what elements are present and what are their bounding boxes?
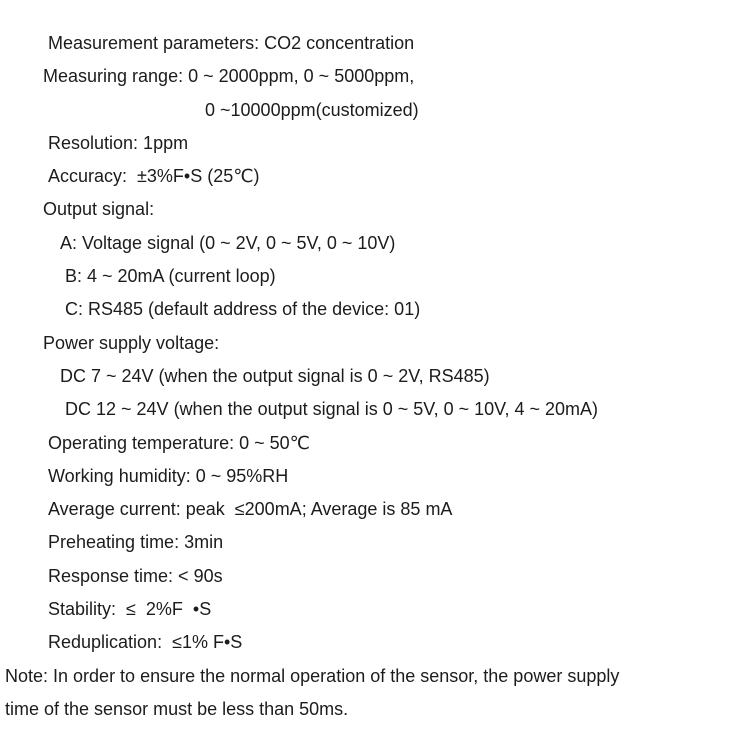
spec-power-dc12: DC 12 ~ 24V (when the output signal is 0 ~ 5V, 0 ~ 10V, 4 ~ 20mA) (65, 399, 599, 420)
spec-measuring-range: Measuring range: 0 ~ 2000ppm, 0 ~ 5000ppm, (43, 66, 415, 87)
spec-output-signal: Output signal: (43, 199, 155, 220)
spec-stability: Stability: ≤ 2%F •S (48, 599, 212, 620)
spec-response-time: Response time: < 90s (48, 565, 223, 586)
spec-measurement-parameters: Measurement parameters: CO2 concentration (48, 33, 415, 53)
spec-output-option-a: A: Voltage signal (0 ~ 2V, 0 ~ 5V, 0 ~ 10V) (60, 232, 396, 253)
spec-reduplication: Reduplication: ≤1% F•S (48, 632, 243, 653)
note-line-2: time of the sensor must be less than 50ms. (5, 698, 349, 719)
spec-power-dc7: DC 7 ~ 24V (when the output signal is 0 ~ 2V, RS485) (60, 365, 490, 386)
spec-preheating-time: Preheating time: 3min (48, 532, 224, 553)
spec-measuring-range-cont: 0 ~10000ppm(customized) (205, 99, 419, 120)
spec-resolution: Resolution: 1ppm (48, 132, 189, 153)
note-line-1: Note: In order to ensure the normal operation of the sensor, the power supply (5, 665, 620, 686)
spec-working-humidity: Working humidity: 0 ~ 95%RH (48, 465, 289, 486)
spec-output-option-c: C: RS485 (default address of the device: 01) (65, 299, 421, 320)
spec-power-supply-voltage: Power supply voltage: (43, 332, 220, 353)
spec-average-current: Average current: peak ≤200mA; Average is 85 mA (48, 499, 453, 520)
spec-output-option-b: B: 4 ~ 20mA (current loop) (65, 266, 276, 287)
spec-operating-temperature: Operating temperature: 0 ~ 50℃ (48, 432, 310, 453)
spec-accuracy: Accuracy: ±3%F•S (25℃) (48, 166, 260, 187)
